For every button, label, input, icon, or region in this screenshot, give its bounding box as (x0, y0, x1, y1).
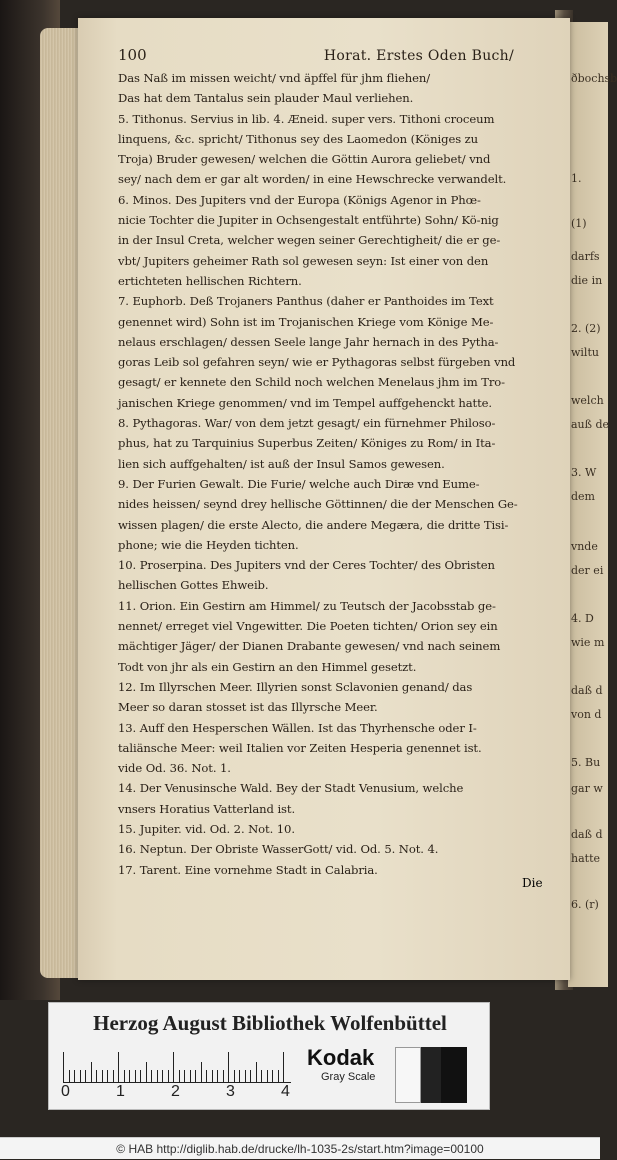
ruler-tick (80, 1070, 81, 1082)
ruler-tick (96, 1070, 97, 1082)
text-line: phus, hat zu Tarquinius Superbus Zeiten/ Königes zu Rom/ in Ita- (118, 436, 496, 451)
ruler-tick (173, 1052, 174, 1082)
ruler-tick (107, 1070, 108, 1082)
text-line: janischen Kriege genommen/ vnd im Tempel auffgehenckt hatte. (118, 395, 493, 410)
text-line: nides heissen/ seynd drey hellische Göttinnen/ die der Menschen Ge- (118, 497, 518, 512)
ruler-tick (184, 1070, 185, 1082)
ruler-tick (146, 1062, 147, 1082)
text-line: mächtiger Jäger/ der Dianen Drabante gewesen/ vnd nach seinem (118, 639, 501, 654)
ruler-scale (63, 1049, 291, 1083)
text-lines (118, 68, 554, 880)
page-text (118, 46, 554, 880)
ruler-tick (91, 1062, 92, 1082)
ruler-tick (195, 1070, 196, 1082)
text-line: Das hat dem Tantalus sein plauder Maul verliehen. (118, 91, 414, 106)
text-line: hellischen Gottes Ehweib. (118, 578, 269, 593)
text-line: 8. Pythagoras. War/ von dem jetzt gesagt/ ein fürnehmer Philoso- (118, 416, 496, 431)
ruler-tick (63, 1052, 64, 1082)
facing-page-fragment: ðbochsb (571, 72, 617, 85)
text-line: taliänsche Meer: weil Italien vor Zeiten Hesperia genennet ist. (118, 740, 482, 755)
ruler-number: 3 (226, 1083, 235, 1100)
facing-page-strip (568, 22, 617, 987)
ruler-tick (102, 1070, 103, 1082)
ruler-tick (212, 1070, 213, 1082)
copyright-footer: © HAB http://diglib.hab.de/drucke/lh-1035-2s/start.htm?image=00100 (0, 1137, 600, 1159)
facing-page-fragment: 4. D (571, 612, 594, 625)
ruler-tick (256, 1062, 257, 1082)
text-line: 16. Neptun. Der Obriste WasserGott/ vid. Od. 5. Not. 4. (118, 842, 439, 857)
facing-page-fragment: (1) (571, 217, 587, 230)
facing-page-fragment: 5. Bu (571, 756, 601, 769)
facing-page-fragment: 1. (571, 172, 582, 185)
facing-page-fragment: darfs (571, 250, 600, 263)
text-line: 17. Tarent. Eine vornehme Stadt in Calabria. (118, 862, 378, 877)
ruler-tick (168, 1070, 169, 1082)
ruler-tick (278, 1070, 279, 1082)
ruler-number: 0 (61, 1083, 70, 1100)
text-line: Das Naß im missen weicht/ vnd äpffel für jhm fliehen/ (118, 71, 431, 85)
page-number: 100 (118, 46, 147, 64)
facing-page-fragment: 6. (r) (571, 898, 599, 911)
facing-page-fragment: 2. (2) (571, 322, 601, 335)
ruler-tick (234, 1070, 235, 1082)
ruler-tick (124, 1070, 125, 1082)
facing-page-fragment: wiltu (571, 346, 599, 359)
facing-page-fragment: die in (571, 274, 603, 287)
facing-page-fragment: 3. W (571, 466, 597, 479)
ruler-tick (85, 1070, 86, 1082)
text-line: phone; wie die Heyden tichten. (118, 537, 299, 552)
ruler-tick (267, 1070, 268, 1082)
text-line: 9. Der Furien Gewalt. Die Furie/ welche auch Diræ vnd Eume- (118, 476, 480, 491)
ruler-tick (217, 1070, 218, 1082)
text-line: 6. Minos. Des Jupiters vnd der Europa (Königs Agenor in Phœ- (118, 192, 481, 207)
text-line: nelaus erschlagen/ dessen Seele lange Jahr hernach in des Pytha- (118, 334, 499, 349)
facing-page-fragment: vnde (571, 540, 598, 553)
ruler-tick (201, 1062, 202, 1082)
ruler-tick (118, 1052, 119, 1082)
ruler-number: 4 (281, 1083, 290, 1100)
ruler-number: 1 (116, 1083, 125, 1100)
ruler-tick (179, 1070, 180, 1082)
text-line: 12. Im Illyrschen Meer. Illyrien sonst Sclavonien genand/ das (118, 679, 473, 694)
ruler-tick (190, 1070, 191, 1082)
ruler-tick (113, 1070, 114, 1082)
text-line: 14. Der Venusinsche Wald. Bey der Stadt Venusium, welche (118, 781, 464, 796)
text-line: 11. Orion. Ein Gestirn am Himmel/ zu Teutsch der Jacobsstab ge- (118, 598, 496, 613)
ruler-tick (162, 1070, 163, 1082)
ruler-tick (223, 1070, 224, 1082)
library-color-card (48, 1002, 490, 1110)
text-line: goras Leib sol gefahren seyn/ wie er Pythagoras selbst fürgeben vnd (118, 355, 516, 370)
facing-page-fragment: dem (571, 490, 595, 503)
text-line: 13. Auff den Hesperschen Wällen. Ist das Thyrhensche oder I- (118, 720, 477, 735)
text-line: nicie Tochter die Jupiter in Ochsengestalt entführte) Sohn/ Kö-nig (118, 213, 499, 228)
facing-page-fragment: hatte (571, 852, 600, 865)
kodak-logo: Kodak (307, 1045, 375, 1070)
text-line: sey/ nach dem er gar alt worden/ in eine Hewschrecke verwandelt. (118, 172, 507, 187)
ruler-tick (261, 1070, 262, 1082)
ruler-tick (250, 1070, 251, 1082)
running-head: Horat. Erstes Oden Buch/ (323, 48, 514, 64)
ruler-tick (74, 1070, 75, 1082)
facing-page-fragment: wie m (571, 636, 605, 649)
ruler-tick (272, 1070, 273, 1082)
facing-page-fragment: daß d (571, 684, 603, 697)
ruler-tick (228, 1052, 229, 1082)
text-line: 5. Tithonus. Servius in lib. 4. Æneid. super vers. Tithoni croceum (118, 111, 495, 126)
text-line: in der Insul Creta, welcher wegen seiner Gerechtigheit/ die er ge- (118, 233, 501, 248)
text-line: 15. Jupiter. vid. Od. 2. Not. 10. (118, 821, 295, 836)
ruler-number: 2 (171, 1083, 180, 1100)
facing-page-fragment: daß d (571, 828, 603, 841)
text-line: 7. Euphorb. Deß Trojaners Panthus (daher er Panthoides im Text (118, 294, 494, 309)
facing-page-fragment: auß de (571, 418, 610, 431)
ruler-tick (129, 1070, 130, 1082)
gray-swatch-black (441, 1047, 467, 1103)
text-line: linquens, &c. spricht/ Tithonus sey des Laomedon (Königes zu (118, 131, 479, 146)
text-line: genennet wird) Sohn ist im Trojanischen Kriege vom Könige Me- (118, 314, 494, 329)
text-line: nennet/ erreget viel Vngewitter. Die Poeten tichten/ Orion sey ein (118, 619, 498, 634)
text-line: Troja) Bruder gewesen/ welchen die Göttin Aurora geliebet/ vnd (118, 152, 491, 167)
text-line: ertichteten hellischen Richtern. (118, 273, 302, 288)
text-line: Meer so daran stosset ist das Illyrsche Meer. (118, 700, 378, 715)
text-line: lien sich auffgehalten/ ist auß der Insul Samos gewesen. (118, 456, 445, 471)
facing-page-fragment: gar w (571, 782, 603, 795)
ruler-tick (245, 1070, 246, 1082)
facing-page-fragment: der ei (571, 564, 604, 577)
ruler-tick (157, 1070, 158, 1082)
ruler-tick (135, 1070, 136, 1082)
gray-swatch-white (395, 1047, 421, 1103)
facing-page-fragment: von d (571, 708, 602, 721)
ruler-tick (151, 1070, 152, 1082)
page-header (118, 46, 554, 66)
ruler-tick (239, 1070, 240, 1082)
text-line: 10. Proserpina. Des Jupiters vnd der Ceres Tochter/ des Obristen (118, 558, 495, 573)
ruler-tick (206, 1070, 207, 1082)
text-line: vnsers Horatius Vatterland ist. (118, 801, 296, 816)
ruler-tick (140, 1070, 141, 1082)
text-line: vbt/ Jupiters geheimer Rath sol gewesen seyn: Ist einer von den (118, 253, 489, 268)
library-name: Herzog August Bibliothek Wolfenbüttel (93, 1011, 447, 1035)
catchword: Die (522, 876, 543, 890)
facing-page-fragment: welch (571, 394, 604, 407)
gray-swatch-dark (421, 1047, 441, 1103)
ruler-tick (283, 1052, 284, 1082)
ruler-tick (69, 1070, 70, 1082)
text-line: wissen plagen/ die erste Alecto, die andere Megæra, die dritte Tisi- (118, 517, 509, 532)
text-line: vide Od. 36. Not. 1. (118, 761, 231, 776)
text-line: gesagt/ er kennete den Schild noch welchen Menelaus jhm im Tro- (118, 375, 505, 390)
gray-scale-label: Gray Scale (321, 1071, 376, 1083)
text-line: Todt von jhr als ein Gestirn an den Himmel gesetzt. (118, 659, 417, 674)
